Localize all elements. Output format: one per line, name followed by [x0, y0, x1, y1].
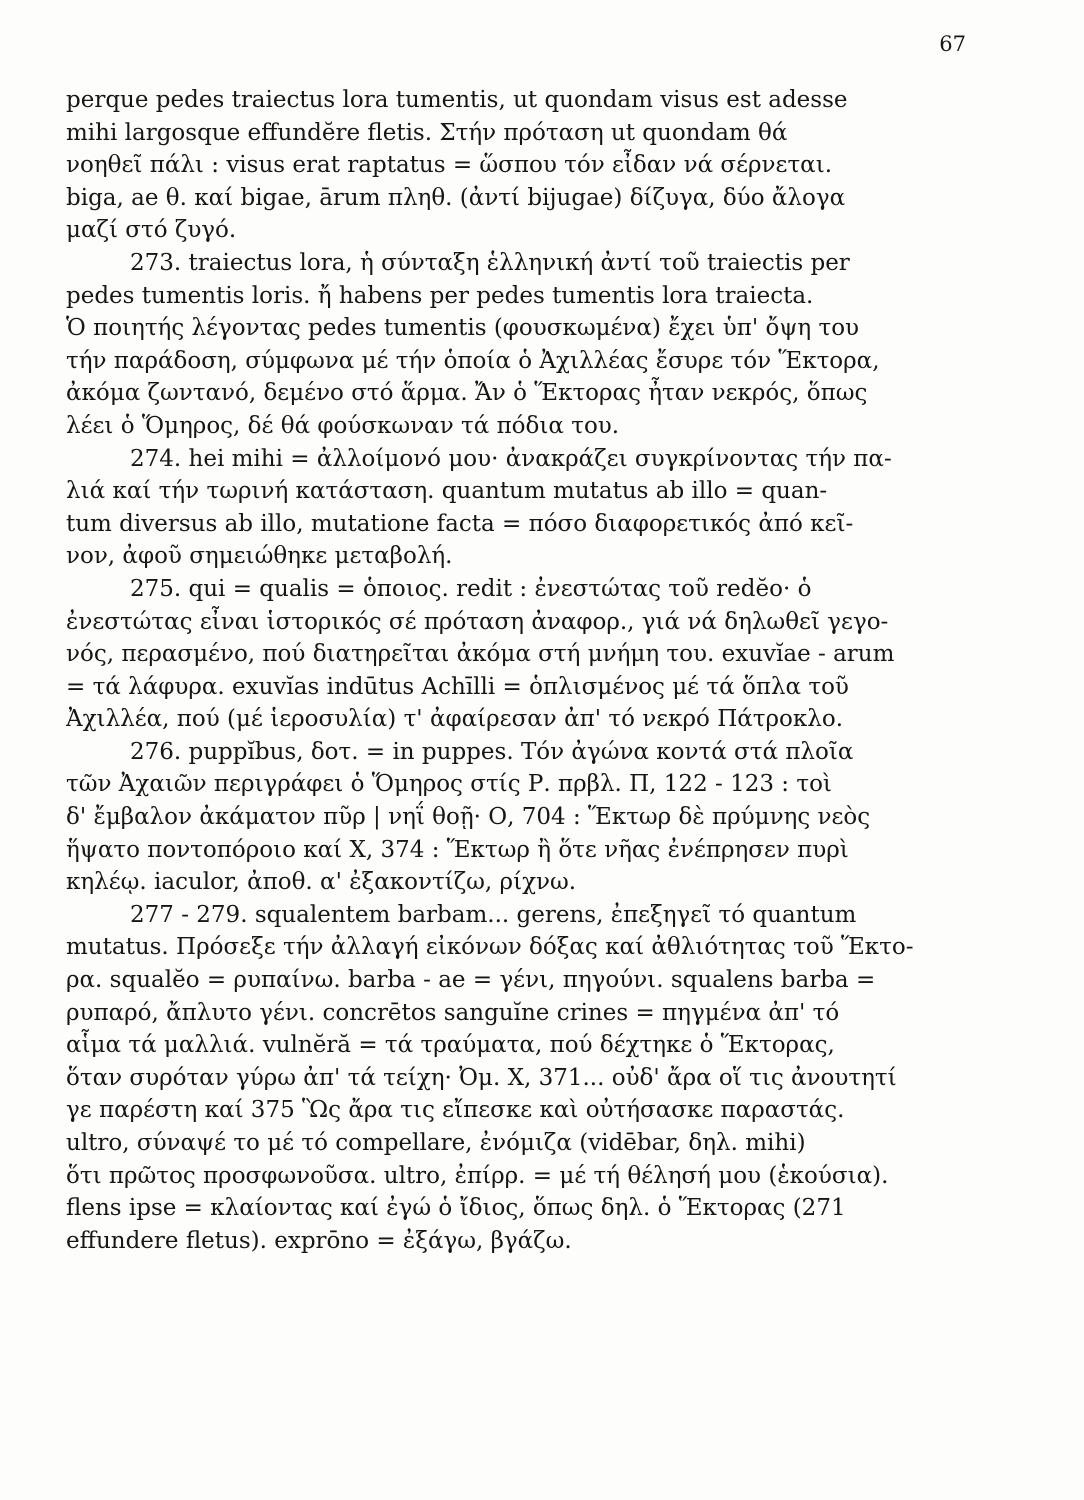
- text-line: mihi largosque effundĕre fletis. Στήν πρόταση ut quondam θά: [66, 119, 788, 146]
- text-line: νός, περασμένο, πού διατηρεῖται ἀκόμα στή μνήμη του. exuvĭae - arum: [66, 641, 895, 668]
- text-line: = τά λάφυρα. exuvĭas indūtus Achīlli = ὁπλισμένος μέ τά ὅπλα τοῦ: [66, 673, 849, 700]
- text-line: λέει ὁ Ὅμηρος, δέ θά φούσκωναν τά πόδια του.: [66, 412, 620, 439]
- text-line: ἥψατο ποντοπόροιο καί Χ, 374 : Ἕκτωρ ἢ ὅτε νῆας ἐνέπρησεν πυρὶ: [66, 836, 849, 863]
- text-line: αἷμα τά μαλλιά. vulnĕră = τά τραύματα, πού δέχτηκε ὁ Ἕκτορας,: [66, 1032, 835, 1059]
- text-line: tum diversus ab illo, mutatione facta = πόσο διαφορετικός ἀπό κεῖ-: [66, 510, 854, 537]
- text-line: perque pedes traiectus lora tumentis, ut quondam visus est adesse: [66, 87, 848, 113]
- text-line: 276. puppĭbus, δοτ. = in puppes. Τόν ἀγώνα κοντά στά πλοῖα: [130, 738, 854, 765]
- text-line: μαζί στό ζυγό.: [66, 217, 237, 244]
- text-line: 273. traiectus lora, ἡ σύνταξη ἑλληνική ἀντί τοῦ traiectis per: [130, 249, 850, 276]
- commentary-text: [66, 84, 946, 1257]
- text-line: biga, ae θ. καί bigae, ārum πληθ. (ἀντί bijugae) δίζυγα, δύο ἄλογα: [66, 184, 846, 211]
- text-line: δ' ἔμβαλον ἀκάματον πῦρ | νηΐ θοῇ· Ο, 704 : Ἕκτωρ δὲ πρύμνης νεὸς: [66, 804, 871, 831]
- text-line: ὅταν συρόταν γύρω ἀπ' τά τείχη· Ὀμ. Χ, 371... οὐδ' ἄρα οἵ τις ἀνουτητί: [66, 1064, 897, 1091]
- text-line: ἐνεστώτας εἶναι ἱστορικός σέ πρόταση ἀναφορ., γιά νά δηλωθεῖ γεγο-: [66, 608, 889, 635]
- text-line: τήν παράδοση, σύμφωνα μέ τήν ὁποία ὁ Ἀχιλλέας ἔσυρε τόν Ἕκτορα,: [66, 347, 880, 374]
- text-line: effundere fletus). exprōno = ἐξάγω, βγάζω.: [66, 1227, 572, 1254]
- text-line: νον, ἀφοῦ σημειώθηκε μεταβολή.: [66, 543, 453, 570]
- text-line: mutatus. Πρόσεξε τήν ἀλλαγή εἰκόνων δόξας καί ἀθλιότητας τοῦ Ἕκτο-: [66, 934, 914, 961]
- text-line: τῶν Ἀχαιῶν περιγράφει ὁ Ὅμηρος στίς Ρ. πρβλ. Π, 122 - 123 : τοὶ: [66, 771, 832, 798]
- text-line: Ὁ ποιητής λέγοντας pedes tumentis (φουσκωμένα) ἔχει ὑπ' ὄψη του: [66, 315, 860, 342]
- text-line: λιά καί τήν τωρινή κατάσταση. quantum mutatus ab illo = quan-: [66, 478, 828, 505]
- text-line: 277 - 279. squalentem barbam... gerens, ἐπεξηγεῖ τό quantum: [130, 901, 857, 928]
- text-line: 274. hei mihi = ἀλλοίμονό μου· ἀνακράζει συγκρίνοντας τήν πα-: [130, 445, 892, 472]
- text-line: γε παρέστη καί 375 Ὣς ἄρα τις εἴπεσκε καὶ οὐτήσασκε παραστάς.: [66, 1097, 845, 1124]
- text-line: ρα. squalĕo = ρυπαίνω. barba - ae = γένι, πηγούνι. squalens barba =: [66, 967, 876, 994]
- text-line: ἀκόμα ζωντανό, δεμένο στό ἅρμα. Ἄν ὁ Ἕκτορας ἦταν νεκρός, ὅπως: [66, 380, 868, 407]
- text-line: Ἀχιλλέα, πού (μέ ἱεροσυλία) τ' ἀφαίρεσαν ἀπ' τό νεκρό Πάτροκλο.: [66, 706, 844, 733]
- text-line: ὅτι πρῶτος προσφωνοῦσα. ultro, ἐπίρρ. = μέ τή θέλησή μου (ἑκούσια).: [66, 1162, 889, 1189]
- page-number: 67: [939, 32, 966, 56]
- text-line: κηλέῳ. iaculor, ἀποθ. α' ἐξακοντίζω, ρίχνω.: [66, 869, 577, 896]
- text-line: ultro, σύναψέ το μέ τό compellare, ἐνόμιζα (vidēbar, δηλ. mihi): [66, 1130, 806, 1156]
- text-line: ρυπαρό, ἄπλυτο γένι. concrētos sanguĭne crines = πηγμένα ἀπ' τό: [66, 999, 840, 1026]
- text-line: νοηθεῖ πάλι : visus erat raptatus = ὥσπου τόν εἶδαν νά σέρνεται.: [66, 152, 833, 179]
- text-line: flens ipse = κλαίοντας καί ἐγώ ὁ ἴδιος, ὅπως δηλ. ὁ Ἕκτορας (271: [66, 1195, 846, 1222]
- text-line: 275. qui = qualis = ὁποιος. redit : ἐνεστώτας τοῦ redĕo· ὁ: [130, 575, 812, 602]
- text-line: pedes tumentis loris. ἤ habens per pedes tumentis lora traiecta.: [66, 282, 814, 309]
